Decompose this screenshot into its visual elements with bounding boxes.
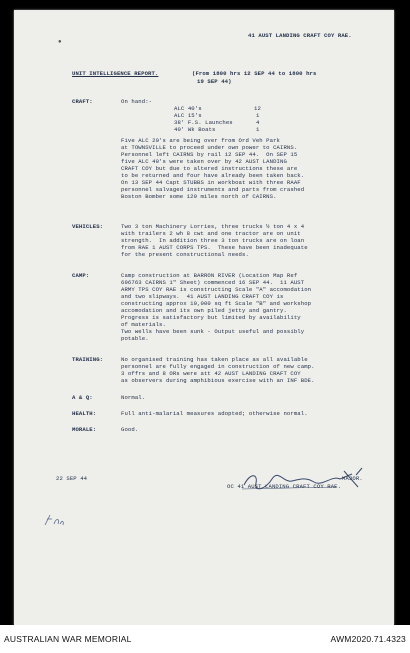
aq-label: A & Q: <box>72 394 93 401</box>
craft-item-name: ALC 40's <box>174 105 202 112</box>
camp-line: and two slipways. 41 AUST LANDING CRAFT COY is <box>121 293 284 300</box>
signoff-signatory: OC 41 AUST LANDING CRAFT COY RAE. <box>227 483 342 490</box>
craft-item-name: 38' F.S. Launches <box>174 119 233 126</box>
handwritten-initials <box>42 512 66 528</box>
signoff-date: 22 SEP 44 <box>56 475 88 482</box>
footer-institution: AUSTRALIAN WAR MEMORIAL <box>4 634 132 644</box>
camp-line: of materials. <box>121 321 166 328</box>
vehicles-line: Two 3 ton Machinery Lorries, three trucks ½ ton 4 x 4 <box>121 223 305 230</box>
training-line: No organised training has taken place as all available <box>121 356 308 363</box>
craft-item-name: ALC 15's <box>174 112 202 119</box>
vehicles-label: VEHICLES: <box>72 223 104 230</box>
morale-label: MORALE: <box>72 426 97 433</box>
camp-line: 696763 CAIRNS 1" Sheet) commenced 16 SEP 44. 11 AUST <box>121 279 305 286</box>
camp-line: Camp construction at BARRON RIVER (Location Map Ref <box>121 272 298 279</box>
footer-catalogue-id: AWM2020.71.4323 <box>330 634 406 644</box>
training-line: personnel are fully engaged in construction of new camp. <box>121 363 315 370</box>
craft-on-hand: On hand:- <box>121 98 153 105</box>
report-title: UNIT INTELLIGENCE REPORT. <box>72 70 159 77</box>
vehicles-line: strength. In addition three 3 ton trucks are on loan <box>121 237 305 244</box>
craft-item-count: 4 <box>256 119 260 126</box>
training-line: as observers during amphibious exercise with an INF BDE. <box>121 377 315 384</box>
pen-mark: ● <box>58 38 62 45</box>
document-page <box>14 10 394 625</box>
craft-line: personnel salvaged instruments and parts from crashed <box>121 186 305 193</box>
camp-line: constructing approx 10,000 sq ft Scale "B" and workshop <box>121 300 312 307</box>
camp-line: ARMY TPS COY RAE is constructing Scale "A" accomodation <box>121 286 312 293</box>
craft-item-count: 1 <box>256 126 260 133</box>
craft-line: to be returned and four have already been taken back. <box>121 172 305 179</box>
vehicles-line: from RAE 1 AUST CORPS TPS. These have been inadequate <box>121 244 308 251</box>
craft-item-count: 1 <box>256 112 260 119</box>
morale-text: Good. <box>121 426 139 433</box>
craft-line: Personnel left CAIRNS by rail 12 SEP 44. On SEP 15 <box>121 151 298 158</box>
camp-label: CAMP: <box>72 272 90 279</box>
camp-line: Progress is satisfactory but limited by availability <box>121 314 301 321</box>
craft-line: Boston Bomber some 120 miles north of CAIRNS. <box>121 193 277 200</box>
camp-line: accomodation and its own piled jetty and gantry. <box>121 307 287 314</box>
craft-line: Five ALC 20's are being over from Ord Veh Park <box>121 137 281 144</box>
craft-line: five ALC 40's were taken over by 42 AUST LANDING <box>121 158 287 165</box>
craft-line: CRAFT COY but due to altered instructions these are <box>121 165 298 172</box>
craft-item-name: 40' Wk Boats <box>174 126 216 133</box>
health-text: Full anti-malarial measures adopted; otherwise normal. <box>121 410 308 417</box>
craft-item-count: 12 <box>254 105 261 112</box>
vehicles-line: for the present constructional needs. <box>121 251 249 258</box>
camp-line: Two wells have been sunk - Output useful and possibly <box>121 328 305 335</box>
health-label: HEALTH: <box>72 410 97 417</box>
archive-footer <box>0 625 410 653</box>
craft-line: at TOWNSVILLE to proceed under own power to CAIRNS. <box>121 144 298 151</box>
craft-line: On 13 SEP 44 Capt STUBBS in workboat with three RAAF <box>121 179 301 186</box>
signoff-rank: MAJOR. <box>342 475 363 482</box>
training-label: TRAINING: <box>72 356 104 363</box>
report-period-line1: (From 1800 hrs 12 SEP 44 to 1800 hrs <box>192 70 317 77</box>
vehicles-line: with trailers 2 wh 8 cwt and one tractor are on unit <box>121 230 301 237</box>
report-period-line2: 19 SEP 44) <box>197 78 232 85</box>
training-line: 3 offrs and 8 ORs were att 42 AUST LANDING CRAFT COY <box>121 370 301 377</box>
aq-text: Normal. <box>121 394 146 401</box>
craft-label: CRAFT: <box>72 98 93 105</box>
camp-line: potable. <box>121 335 149 342</box>
unit-header: 41 AUST LANDING CRAFT COY RAE. <box>248 32 352 39</box>
